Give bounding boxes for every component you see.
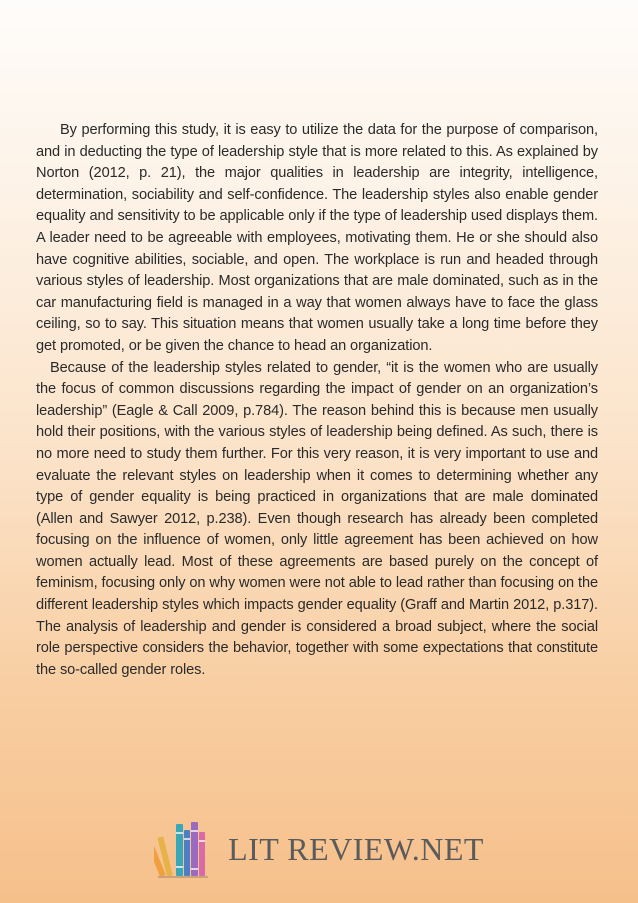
site-logo[interactable] — [0, 814, 638, 884]
paragraph-1: By performing this study, it is easy to utilize the data for the purpose of comparison, and in deducting the type of leadership style that is more related to this. As explained by Norton (2012, p. 21), the major qualities in leadership are integrity, intelligence, determination, sociability and self-confidence. The leadership styles also enable gender equality and sensitivity to be applicable only if the type of leadership used displays them. A leader need to be agreeable with employees, motivating them. He or she should also have cognitive abilities, sociable, and open. The workplace is run and headed through various styles of leadership. Most organizations that are male dominated, such as in the car manufacturing field is managed in a way that women always have to face the glass ceiling, so to say. This situation means that women usually take a long time before they get promoted, or be given the chance to head an organization. — [36, 122, 598, 354]
books-icon — [154, 818, 216, 880]
logo-text: LIT REVIEW.NET — [228, 830, 484, 867]
paragraph-2: Because of the leadership styles related to gender, “it is the women who are usually the focus of common discussions regarding the impact of gender on an organization’s leadership” (Eagle & Call 2009, p.784). The reason behind this is because men usually hold their positions, with the various styles of leadership being defined. As such, there is no more need to study them further. For this very reason, it is very important to use and evaluate the relevant styles on leadership when it comes to determining whether any type of gender equality is being practiced in organizations that are male dominated (Allen and Sawyer 2012, p.238). Even though research has already been completed focusing on the influence of women, only little agreement has been achieved on how women actually lead. Most of these agreements are based purely on the concept of feminism, focusing only on why women were not able to lead rather than focusing on the different leadership styles which impacts gender equality (Graff and Martin 2012, p.317). The analysis of leadership and gender is considered a broad subject, where the social role perspective considers the behavior, together with some expectations that constitute the so-called gender roles. — [36, 359, 598, 678]
document-body — [36, 120, 598, 681]
